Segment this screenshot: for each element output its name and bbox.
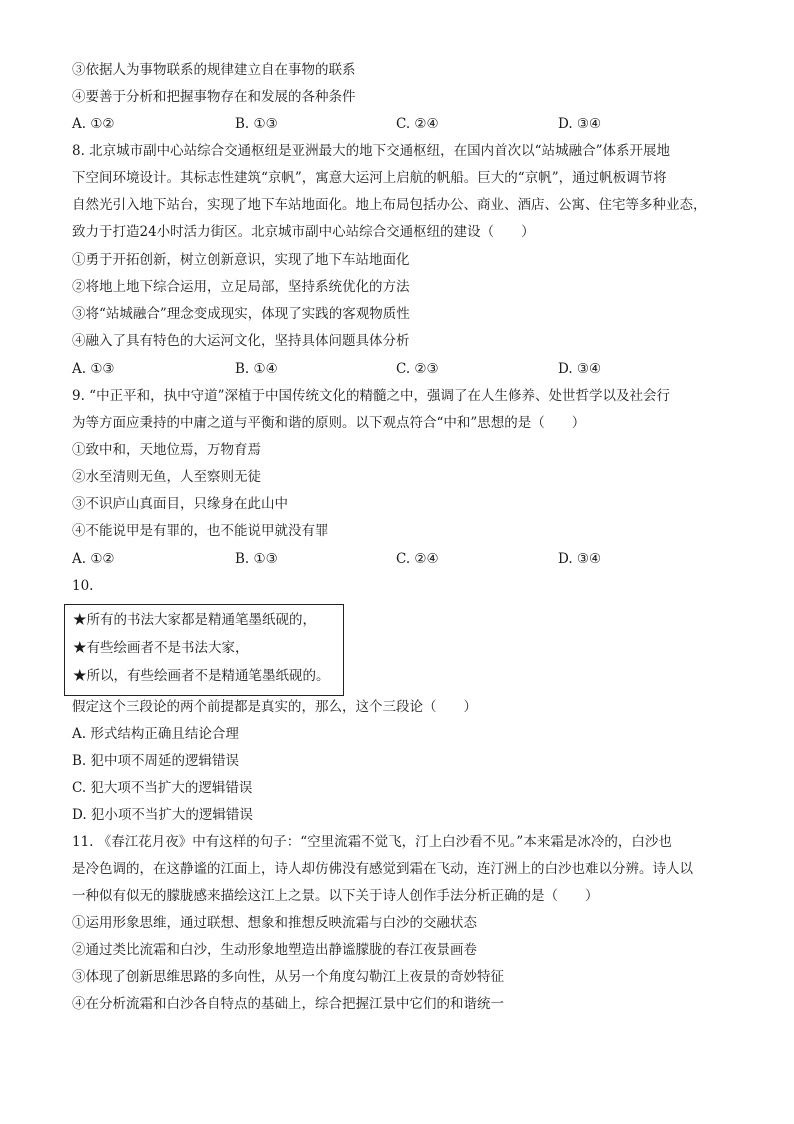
q9-item-2: ②水至清则无鱼，人至察则无徒 — [72, 469, 261, 485]
q7-option-c[interactable]: C. ②④ — [396, 116, 439, 132]
q9-option-d[interactable]: D. ③④ — [558, 551, 602, 567]
q11-item-4: ④在分析流霜和白沙各自特点的基础上，综合把握江景中它们的和谐统一 — [72, 996, 504, 1012]
q11-stem-line: 一种似有似无的朦胧感来描绘这江上之景。以下关于诗人创作手法分析正确的是（ ） — [72, 888, 599, 904]
q8-option-a[interactable]: A. ①③ — [72, 361, 115, 377]
syllogism-conclusion: ★所以，有些绘画者不是精通笔墨纸砚的。 — [73, 668, 330, 684]
q11-stem-line: 11. 《春江花月夜》中有这样的句子：“空里流霜不觉飞，汀上白沙看不见。”本来霜是冰冷的，白沙也 — [72, 834, 672, 850]
q8-option-d[interactable]: D. ③④ — [558, 361, 602, 377]
q7-item-3: ③依据人为事物联系的规律建立自在事物的联系 — [72, 62, 356, 78]
q7-option-a[interactable]: A. ①② — [72, 116, 115, 132]
q7-item-4: ④要善于分析和把握事物存在和发展的各种条件 — [72, 89, 356, 105]
syllogism-box — [64, 604, 344, 696]
q8-option-c[interactable]: C. ②③ — [396, 361, 439, 377]
q11-item-2: ②通过类比流霜和白沙，生动形象地塑造出静谧朦胧的春江夜景画卷 — [72, 942, 477, 958]
q11-item-3: ③体现了创新思维思路的多向性，从另一个角度勾勒江上夜景的奇妙特征 — [72, 969, 504, 985]
q8-item-3: ③将“站城融合”理念变成现实，体现了实践的客观物质性 — [72, 306, 410, 322]
q9-stem-line: 9. “中正平和，执中守道”深植于中国传统文化的精髓之中，强调了在人生修养、处世哲学以及社会行 — [72, 388, 670, 404]
q8-item-4: ④融入了具有特色的大运河文化，坚持具体问题具体分析 — [72, 333, 410, 349]
syllogism-major-premise: ★所有的书法大家都是精通笔墨纸砚的， — [73, 612, 316, 628]
q10-stem: 假定这个三段论的两个前提都是真实的，那么，这个三段论（ ） — [72, 699, 477, 715]
q7-option-d[interactable]: D. ③④ — [558, 116, 602, 132]
q8-stem-line: 致力于打造24小时活力街区。北京城市副中心站综合交通枢纽的建设（ ） — [72, 224, 535, 240]
q11-item-1: ①运用形象思维，通过联想、想象和推想反映流霜与白沙的交融状态 — [72, 915, 477, 931]
q10-option-d[interactable]: D. 犯小项不当扩大的逻辑错误 — [72, 807, 253, 823]
q7-option-b[interactable]: B. ①③ — [235, 116, 278, 132]
q8-stem-line: 自然光引入地下站台，实现了地下车站地面化。地上布局包括办公、商业、酒店、公寓、住宅等多种业态， — [72, 197, 707, 213]
q8-stem-line: 下空间环境设计。其标志性建筑“京帆”，寓意大运河上启航的帆船。巨大的“京帆”，通过帆板调节将 — [72, 170, 667, 186]
q9-option-c[interactable]: C. ②④ — [396, 551, 439, 567]
q8-option-b[interactable]: B. ①④ — [235, 361, 278, 377]
q9-item-4: ④不能说甲是有罪的，也不能说甲就没有罪 — [72, 523, 329, 539]
q10-option-a[interactable]: A. 形式结构正确且结论合理 — [72, 726, 239, 742]
q8-item-1: ①勇于开拓创新，树立创新意识，实现了地下车站地面化 — [72, 252, 410, 268]
q9-stem-line: 为等方面应秉持的中庸之道与平衡和谐的原则。以下观点符合“中和”思想的是（ ） — [72, 415, 586, 431]
q9-item-1: ①致中和，天地位焉，万物育焉 — [72, 442, 261, 458]
q9-item-3: ③不识庐山真面目，只缘身在此山中 — [72, 496, 288, 512]
q8-stem-line: 8. 北京城市副中心站综合交通枢纽是亚洲最大的地下交通枢纽，在国内首次以“站城融合”体系开展地 — [72, 143, 670, 159]
q10-number: 10. — [72, 578, 94, 594]
q10-option-c[interactable]: C. 犯大项不当扩大的逻辑错误 — [72, 780, 253, 796]
q11-stem-line: 是冷色调的，在这静谧的江面上，诗人却仿佛没有感觉到霜在飞动，连汀洲上的白沙也难以分辨。诗人以 — [72, 861, 693, 877]
q9-option-a[interactable]: A. ①② — [72, 551, 115, 567]
q10-option-b[interactable]: B. 犯中项不周延的逻辑错误 — [72, 753, 240, 769]
syllogism-minor-premise: ★有些绘画者不是书法大家， — [73, 640, 249, 656]
q8-item-2: ②将地上地下综合运用，立足局部，坚持系统优化的方法 — [72, 279, 410, 295]
q9-option-b[interactable]: B. ①③ — [235, 551, 278, 567]
